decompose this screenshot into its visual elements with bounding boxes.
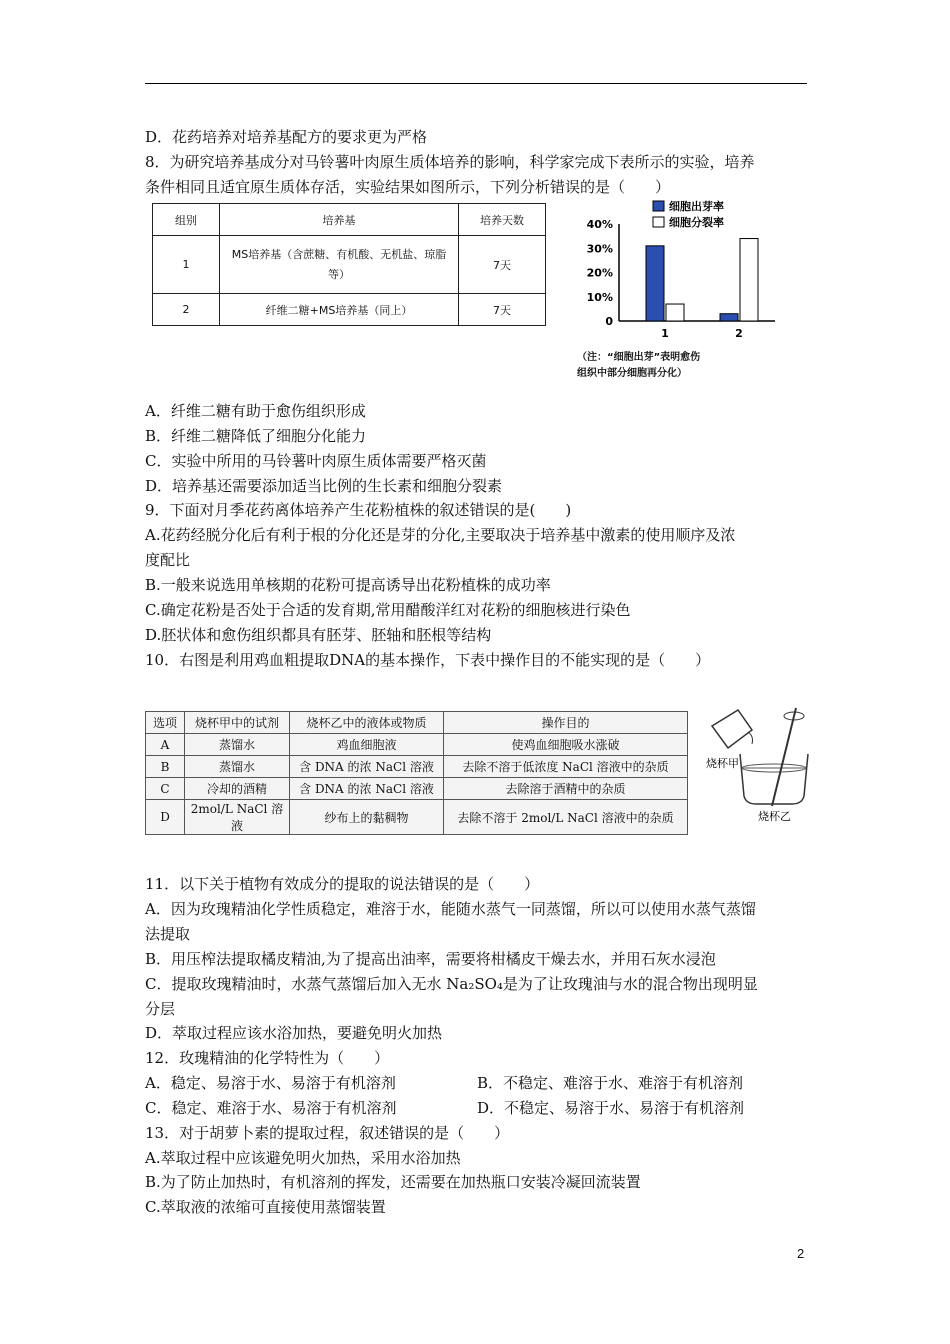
chart-note (577, 350, 700, 382)
table-cell: 冷却的酒精 (185, 778, 290, 800)
y-tick-label: 10% (586, 290, 613, 304)
table-cell: A (146, 734, 185, 756)
y-tick-label: 20% (586, 266, 613, 280)
text-line: A．因为玫瑰精油化学性质稳定，难溶于水，能随水蒸气一同蒸馏，所以可以使用水蒸气蒸馏 (145, 900, 756, 918)
y-tick-label: 40% (586, 218, 613, 231)
table-cell: 2 (153, 294, 220, 326)
chart-note-line: 组织中部分细胞再分化） (577, 368, 687, 379)
table-cell: 7天 (459, 236, 546, 294)
table-header: 组别 (153, 204, 220, 236)
text-line: B．用压榨法提取橘皮精油,为了提高出油率，需要将柑橘皮干燥去水，并用石灰水浸泡 (145, 950, 716, 968)
legend-swatch (653, 217, 664, 227)
dna-table (145, 711, 688, 835)
table-header: 操作目的 (444, 712, 688, 734)
x-tick-label: 2 (735, 327, 743, 340)
table-cell: B (146, 756, 185, 778)
culture-table (152, 203, 546, 326)
text-line: 度配比 (145, 551, 191, 569)
table-header: 烧杯甲中的试剂 (185, 712, 290, 734)
x-tick-label: 1 (661, 327, 669, 340)
text-line: 9．下面对月季花药离体培养产生花粉植株的叙述错误的是( ) (145, 501, 572, 519)
table-cell: 蒸馏水 (185, 734, 290, 756)
bar (666, 304, 684, 321)
beaker-b-label: 烧杯乙 (758, 810, 791, 823)
table-cell: D (146, 800, 185, 835)
text-line: B.一般来说选用单核期的花粉可提高诱导出花粉植株的成功率 (145, 576, 551, 594)
bar-chart (575, 195, 785, 350)
table-cell: 去除溶于酒精中的杂质 (444, 778, 688, 800)
table-cell: 7天 (459, 294, 546, 326)
table-cell: 去除不溶于 2mol/L NaCl 溶液中的杂质 (444, 800, 688, 835)
glass-rod-icon (772, 708, 804, 806)
text-line: 11．以下关于植物有效成分的提取的说法错误的是（ ） (145, 875, 540, 893)
text-line: C.确定花粉是否处于合适的发育期,常用醋酸洋红对花粉的细胞核进行染色 (145, 601, 631, 619)
option: B．不稳定、难溶于水、难溶于有机溶剂 (477, 1074, 744, 1092)
legend-label: 细胞出芽率 (669, 200, 724, 213)
chart-note-line: （注：“细胞出芽”表明愈伤 (577, 352, 701, 363)
header-rule (145, 83, 807, 84)
y-tick-label: 0 (605, 315, 613, 328)
text-line: D．培养基还需要添加适当比例的生长素和细胞分裂素 (145, 477, 503, 495)
text-line: 12．玫瑰精油的化学特性为（ ） (145, 1049, 390, 1067)
text-line: 10．右图是利用鸡血粗提取DNA的基本操作，下表中操作目的不能实现的是（ ） (145, 651, 711, 669)
option: C．稳定、难溶于水、易溶于有机溶剂 (145, 1099, 397, 1117)
legend-label: 细胞分裂率 (669, 216, 724, 229)
table-cell: 纱布上的黏稠物 (290, 800, 444, 835)
text-line: C．提取玫瑰精油时，水蒸气蒸馏后加入无水 Na₂SO₄是为了让玫瑰油与水的混合物出现明显 (145, 975, 758, 993)
text-line: D．花药培养对培养基配方的要求更为严格 (145, 128, 428, 146)
table-cell: 纤维二糖+MS培养基（同上） (220, 294, 459, 326)
bar (740, 239, 758, 321)
bar (646, 246, 664, 321)
legend-swatch (653, 201, 664, 211)
table-cell: 1 (153, 236, 220, 294)
table-header: 培养天数 (459, 204, 546, 236)
text-line: B.为了防止加热时，有机溶剂的挥发，还需要在加热瓶口安装冷凝回流装置 (145, 1173, 641, 1191)
table-header: 选项 (146, 712, 185, 734)
text-line: A.花药经脱分化后有利于根的分化还是芽的分化,主要取决于培养基中激素的使用顺序及浓 (145, 526, 736, 544)
beaker-diagram (700, 696, 830, 826)
table-cell: 去除不溶于低浓度 NaCl 溶液中的杂质 (444, 756, 688, 778)
text-line: 13．对于胡萝卜素的提取过程，叙述错误的是（ ） (145, 1124, 510, 1142)
q12-options-row (145, 1098, 825, 1118)
table-cell: 含 DNA 的浓 NaCl 溶液 (290, 778, 444, 800)
text-line: 法提取 (145, 925, 191, 943)
text-line: C.萃取液的浓缩可直接使用蒸馏装置 (145, 1198, 386, 1216)
table-header: 烧杯乙中的液体或物质 (290, 712, 444, 734)
text-line: 8．为研究培养基成分对马铃薯叶肉原生质体培养的影响，科学家完成下表所示的实验，培养 (145, 153, 755, 171)
table-cell: C (146, 778, 185, 800)
y-tick-label: 30% (586, 242, 613, 256)
text-line: D.胚状体和愈伤组织都具有胚芽、胚轴和胚根等结构 (145, 626, 492, 644)
table-header: 培养基 (220, 204, 459, 236)
table-cell: 鸡血细胞液 (290, 734, 444, 756)
beaker-a-icon (712, 710, 753, 748)
beaker-a-label: 烧杯甲 (706, 757, 739, 770)
text-line: 条件相同且适宜原生质体存活，实验结果如图所示，下列分析错误的是（ ） (145, 178, 671, 196)
text-line: C．实验中所用的马铃薯叶肉原生质体需要严格灭菌 (145, 452, 487, 470)
text-line: 分层 (145, 1000, 176, 1018)
table-cell: 蒸馏水 (185, 756, 290, 778)
bar (720, 314, 738, 321)
page-number: 2 (797, 1246, 805, 1261)
table-cell: 使鸡血细胞吸水涨破 (444, 734, 688, 756)
option: A．稳定、易溶于水、易溶于有机溶剂 (145, 1074, 396, 1092)
table-cell: 含 DNA 的浓 NaCl 溶液 (290, 756, 444, 778)
text-line: A．纤维二糖有助于愈伤组织形成 (145, 402, 366, 420)
text-line: B．纤维二糖降低了细胞分化能力 (145, 427, 367, 445)
text-line: D．萃取过程应该水浴加热，要避免明火加热 (145, 1024, 443, 1042)
option: D．不稳定、易溶于水、易溶于有机溶剂 (477, 1099, 745, 1117)
q12-options-row (145, 1073, 825, 1093)
table-cell: MS培养基（含蔗糖、有机酸、无机盐、琼脂等） (220, 236, 459, 294)
table-cell: 2mol/L NaCl 溶液 (185, 800, 290, 835)
text-line: A.萃取过程中应该避免明火加热，采用水浴加热 (145, 1149, 461, 1167)
